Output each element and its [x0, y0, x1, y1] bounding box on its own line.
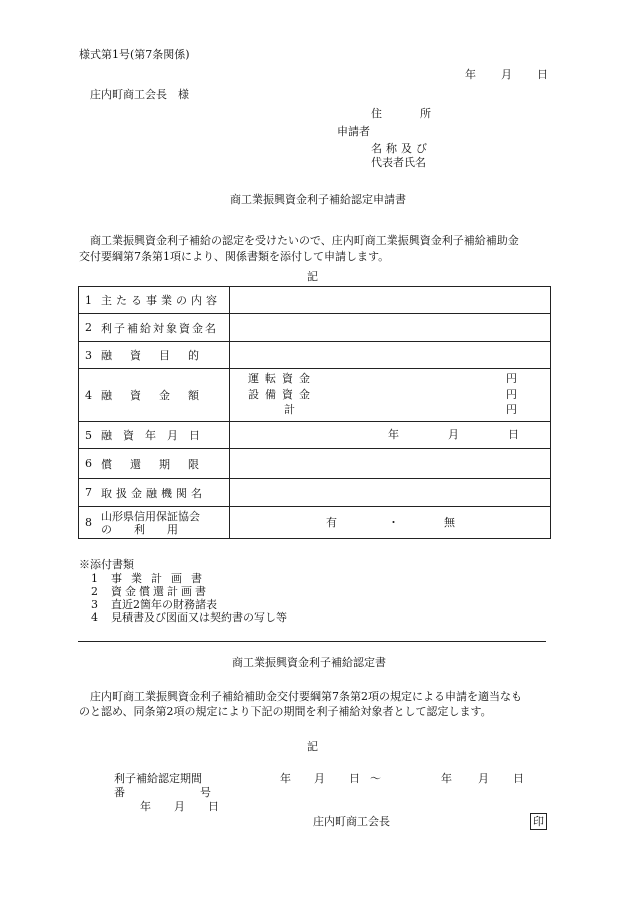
total-yen: 円 — [506, 403, 517, 416]
row-number: 7 — [85, 486, 92, 499]
application-body-line-2: 交付要綱第7条第1項により、関係書類を添付して申請します。 — [79, 250, 390, 263]
application-date-day: 日 — [537, 68, 548, 81]
certification-body-line-1: 庄内町商工業振興資金利子補給補助金交付要綱第7条第2項の規定による申請を適当なも — [90, 690, 522, 703]
table-row — [79, 449, 551, 479]
row-number: 2 — [85, 321, 92, 334]
certificate-number-label-b: 号 — [200, 786, 211, 799]
table-row — [79, 479, 551, 507]
row-label-purpose — [79, 342, 230, 369]
guarantee-usage-field[interactable] — [230, 507, 551, 539]
equipment-capital-yen: 円 — [506, 388, 517, 401]
attachment-text: 事業計画書 — [111, 572, 211, 585]
row-label-text: 融資金額 — [101, 389, 217, 402]
certificate-date-day: 日 — [208, 800, 219, 813]
form-number: 様式第1号(第7条関係) — [79, 48, 190, 61]
certification-body-line-2: のと認め、同条第2項の規定により下記の期間を利子補給対象者として認定します。 — [79, 705, 492, 718]
addressee: 庄内町商工会長 様 — [90, 88, 189, 101]
row-label-bank — [79, 479, 230, 507]
table-row — [79, 422, 551, 449]
application-date-month: 月 — [501, 68, 512, 81]
certificate-number-label-a: 番 — [114, 786, 125, 799]
row-number: 4 — [85, 388, 92, 402]
row-number: 8 — [85, 516, 92, 529]
period-to-month: 月 — [478, 772, 489, 785]
equipment-capital-label: 設備資金 — [248, 388, 316, 401]
guarantee-separator: ・ — [388, 516, 399, 529]
section-divider — [78, 641, 546, 642]
application-date-year: 年 — [465, 68, 476, 81]
table-row — [79, 287, 551, 314]
period-to-year: 年 — [441, 772, 452, 785]
row-label-line-2: の利用 — [101, 522, 200, 536]
applicant-name-label-2: 代表者氏名 — [371, 156, 426, 169]
application-body-line-1: 商工業振興資金利子補給の認定を受けたいので、庄内町商工業振興資金利子補給補助金 — [90, 234, 519, 247]
loan-amount-field[interactable] — [230, 369, 551, 422]
table-row — [79, 369, 551, 422]
period-tilde: ～ — [370, 772, 381, 785]
period-label: 利子補給認定期間 — [114, 772, 202, 785]
loan-date-month: 月 — [448, 428, 459, 441]
period-to-day: 日 — [513, 772, 524, 785]
application-form-table — [78, 286, 551, 539]
working-capital-yen: 円 — [506, 372, 517, 385]
attachment-number: 1 — [91, 572, 98, 585]
row-label-text: 融資年月日 — [101, 429, 211, 442]
attachment-item — [91, 572, 211, 586]
period-from-day: 日 — [349, 772, 360, 785]
loan-date-year: 年 — [388, 428, 399, 441]
row-label-text: 償還期限 — [101, 457, 217, 471]
seal-mark: 印 — [530, 813, 547, 830]
row-label-amount — [79, 369, 230, 422]
row-label-loan-date — [79, 422, 230, 449]
attachment-text: 見積書及び図面又は契約書の写し等 — [111, 611, 287, 624]
application-title: 商工業振興資金利子補給認定申請書 — [230, 193, 406, 206]
certificate-date-month: 月 — [174, 800, 185, 813]
attachment-item — [91, 611, 287, 625]
loan-date-field[interactable] — [230, 422, 551, 449]
period-from-year: 年 — [280, 772, 291, 785]
attachment-item — [91, 585, 209, 599]
row-number: 5 — [85, 428, 92, 442]
row-number: 6 — [85, 457, 92, 470]
bank-name-field[interactable] — [230, 479, 551, 507]
row-label-line-1: 山形県信用保証協会 — [101, 509, 200, 523]
row-label-text: 融資目的 — [101, 349, 217, 362]
loan-purpose-field[interactable] — [230, 342, 551, 369]
attachment-number: 4 — [91, 611, 98, 624]
attachment-text: 直近2箇年の財務諸表 — [111, 598, 217, 611]
period-from-month: 月 — [314, 772, 325, 785]
certificate-date-year: 年 — [140, 800, 151, 813]
table-row — [79, 342, 551, 369]
applicant-address-label-b: 所 — [420, 107, 431, 120]
guarantee-no-option[interactable]: 無 — [444, 516, 455, 529]
attachment-number: 2 — [91, 585, 98, 598]
application-ki: 記 — [307, 270, 318, 283]
certification-title: 商工業振興資金利子補給認定書 — [232, 656, 386, 669]
signer-title: 庄内町商工会長 — [313, 815, 390, 828]
row-label-text: 主たる事業の内容 — [101, 294, 221, 307]
applicant-address-label-a: 住 — [371, 107, 382, 120]
attachment-number: 3 — [91, 598, 98, 611]
row-label-text: 利子補給対象資金名 — [101, 321, 218, 335]
attachment-item — [91, 598, 217, 612]
table-row — [79, 314, 551, 342]
row-label-fund-name — [79, 314, 230, 342]
attachment-text: 資金償還計画書 — [111, 585, 209, 598]
working-capital-label: 運転資金 — [248, 372, 316, 385]
applicant-label: 申請者 — [337, 125, 370, 138]
business-content-field[interactable] — [230, 287, 551, 314]
applicant-name-label-1: 名称及び — [371, 142, 431, 155]
total-label: 計 — [284, 403, 295, 416]
table-row — [79, 507, 551, 539]
row-label-text — [101, 510, 223, 536]
loan-date-day: 日 — [508, 428, 519, 441]
attachments-heading: ※添付書類 — [79, 558, 134, 571]
certification-ki: 記 — [307, 740, 318, 753]
fund-name-field[interactable] — [230, 314, 551, 342]
row-label-business — [79, 287, 230, 314]
row-label-text: 取扱金融機関名 — [101, 486, 206, 500]
row-number: 3 — [85, 348, 92, 362]
row-label-repayment — [79, 449, 230, 479]
guarantee-yes-option[interactable]: 有 — [326, 516, 337, 529]
repayment-period-field[interactable] — [230, 449, 551, 479]
row-number: 1 — [85, 293, 92, 307]
row-label-guarantee — [79, 507, 230, 539]
